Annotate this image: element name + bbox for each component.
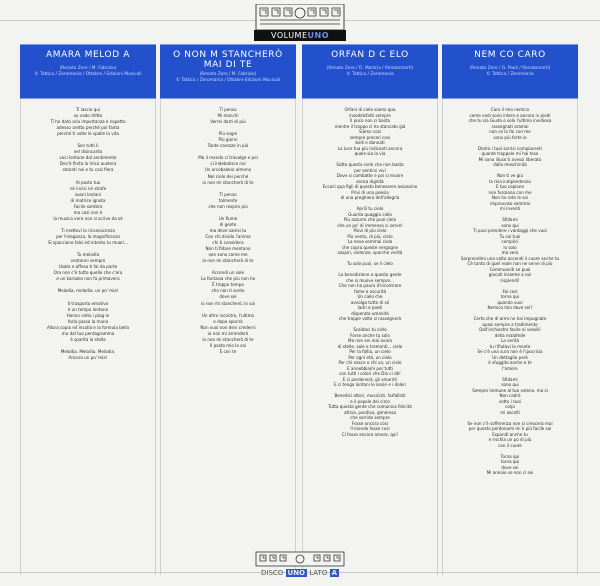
song-column-2 <box>160 44 296 570</box>
side-letter: A <box>331 569 337 577</box>
song-column-3 <box>302 44 438 570</box>
song-header <box>302 44 438 99</box>
song-lyrics: Orfani di cielo siamo qua insoddisfatti sempre Il poco non ci basta mentre il troppo ci ha stancato già Siamo così sempre precari così belli e dannati La luce tua più indicanti ancora quale sia la via Sotto questo cielo che non basta per sentirsi vivi Dove si combatte e poi si muore senza dignità Eccoci qua figli di questo benessere assassino Privi di una poesia di una preghiera dell'allegria Aprili tu cielo Guarda quaggiù cielo Più azzurro che puoi cielo che un po' di immenso ci serve! Piovi di più cielo Più vento, di più, cielo La neve semmai cielo che copra queste vergogne sospiri, violenze, sporche verità Tu solo puoi, se il cielo La benedizione a questa gente che si muove sempre... Che non ha paura d'incontrare fame e oscurità Un cielo che avvolga tutto di sé ladri e poeti disperata umanità che troppe volte si rassegnerà Scaldaci tu cielo Forse anche tu solo Ma non sei mai avaro di stelle, sole e tramonti... cielo Per la follia, un cielo Per ogni età, un cielo Per chi nasce e chi va, un cielo E annebbiami per tutti con tutti i colori che Dio ci dà! E ci perdonerà, gli smarriti E ci tenga lontani le ansie e i dolori Benedici attori, musicisti, farfallisti e il popolo dei circo Tutta questa gente che comunica felicità attiva, positiva, generosa che sorride sempre Fosse ancora così Il mondo fosse così Ci fosse ancora amore, qui! <box>322 107 418 437</box>
volume-suffix: UNO <box>307 31 329 40</box>
song-title: NEM CO CARO <box>474 50 546 60</box>
lyrics-panel <box>20 99 156 575</box>
song-title: AMARA MELOD A <box>46 50 130 60</box>
disc-side-label <box>250 568 350 578</box>
volume-title <box>254 30 346 41</box>
song-lyrics: Ti lascio qui su vado dritto Ti ho dato aria importanza e rispetto adesso aretto perché poi fanta perché ti volte le spalle la vita Son tutti li nel disincanto voci lontane dal sentimento Dov'è finita la lirica austera stanati noi e tu così fiera Al posto tuo nè incisi né strofe suoni lontani di matrice ignota Facile sembra ma così non è la musica vera non si scrive da sé Ti mettevi la riconoscenza per l'eleganza, la magnificenza Si spacciano falsi ed intento tu muori... Tu melodia ventanni sempre Usata e offesa ti fai da parte Ora non c'è tutto quello che c'era e un karaoke non fa primavera Melodia, melodia, un po' mia! Il trasporto emotivo è un tempo lontano Hanno vinto i plug-in farla passa la mano Allora copia ed incolla e la formula bella ma dal tuo pentagramma è sparita la stella Melodia. Melodia. Melodia. Ancora un po' mia! <box>46 107 130 360</box>
disc-prefix: DISCO <box>260 569 284 577</box>
song-credits: (Renato Zero / D. Mastria / Renatomarti) © Tattica / Zeromania <box>326 66 414 77</box>
song-lyrics: Ti penso Mi manchi Vorrei darti di più Più sogni Più giorni Tante carezze in più Ma il mondo ci travolge e poi ci indebolisce noi Un arcobaleno almeno Nel cielo dei perché io non mi stancherò di te Ti penso talmente che non respiro più Un fiume di gente ma deve saresi tu Con chi divido l'anima chi ti considera Non ti fidare mentono non sono come me io non mi stancherò di te Accendi un sole La fantasia che più non ho È troppo tempo che non ti sento dove sei io non mi stancherò, lo sai Un altro incontro, l'ultimo e dopo sparirò Non vuoi non devi crederni io non mi arrenderò io non mi stancherò di te Il posto mio lo sai È con te <box>198 107 258 354</box>
song-credits: (Renato Zero / M. Fabrizio) © Tattica / Zeromania / Ottobre / Edizioni Musicali <box>34 66 142 77</box>
song-title: ORFAN D C ELO <box>331 50 409 60</box>
lyrics-panel <box>160 99 296 575</box>
volume-prefix: VOLUME <box>271 31 308 40</box>
song-credits: (Renato Zero / G. Paoli / Renatomarti) © Tattica / Zeromania <box>469 66 551 77</box>
song-credits: (Renato Zero / M. Fabrizio) © Tattica / Zeromania / Ottobre Edizioni Musicali <box>175 72 281 83</box>
song-header <box>160 44 296 99</box>
lyrics-panel <box>302 99 438 575</box>
lyrics-panel <box>442 99 578 575</box>
song-column-1 <box>20 44 156 570</box>
disc-ornament-icon <box>250 548 350 586</box>
disc-number: UNO <box>287 569 306 577</box>
song-title: O NON M STANCHERÒ MAI DI TE <box>173 50 283 70</box>
song-header <box>20 44 156 99</box>
side-prefix: LATO <box>309 569 328 577</box>
song-header <box>442 44 578 99</box>
song-column-4 <box>442 44 578 570</box>
song-lyrics: Caro il mio nemico come vedi sono intero e ancora in piedi che tu sia Giuda o solo l'ultimo invidioso rassegnati oramai non ce la fai con me sono più forte io Dietro i tuoi sorrisi compiacenti quante trappole mi hai teso Mi sono illuso ti avessi liberato dalla meschinità Non ti ve giù la mia indipendenza E tuo copione non funziona con me Non ho rete le sai improvviso semmai mi inventi Sfidami sono qui Ti puoi prendere i vantaggi che vuoi Tu coi tuoi complici io solo ma vero Sorprendimi una volta accendi il cuore anche tu Cè tanto di quel reale non ne serve di più Commuoviti se puoi giocati insieme a noi risplendi! Fai così torna qui quando vuoi Nemico mio dove sei? Certo che di armi ne hai impugnate quasi sempre a tradimento Dall'inchiostro facile ai vessilli della malafede La verità tu rifiutavi la mente Se c'è una sura non è l'ipocrisia Un dettaglio però è sfuggito anche a te l'amore Sfidami sono qui Sempre immune al tuo veleno, ma sì Non cadrò sotto i tuoi colpi mi ascolti Se non c'è sofferenza non si crescerà mai per questo perdonami mi è più facile sai Esponiti anche tu e rischia un po di più con il cuore Torna qui torna qui dove sei Mi annoio se non ci sei <box>460 107 560 475</box>
